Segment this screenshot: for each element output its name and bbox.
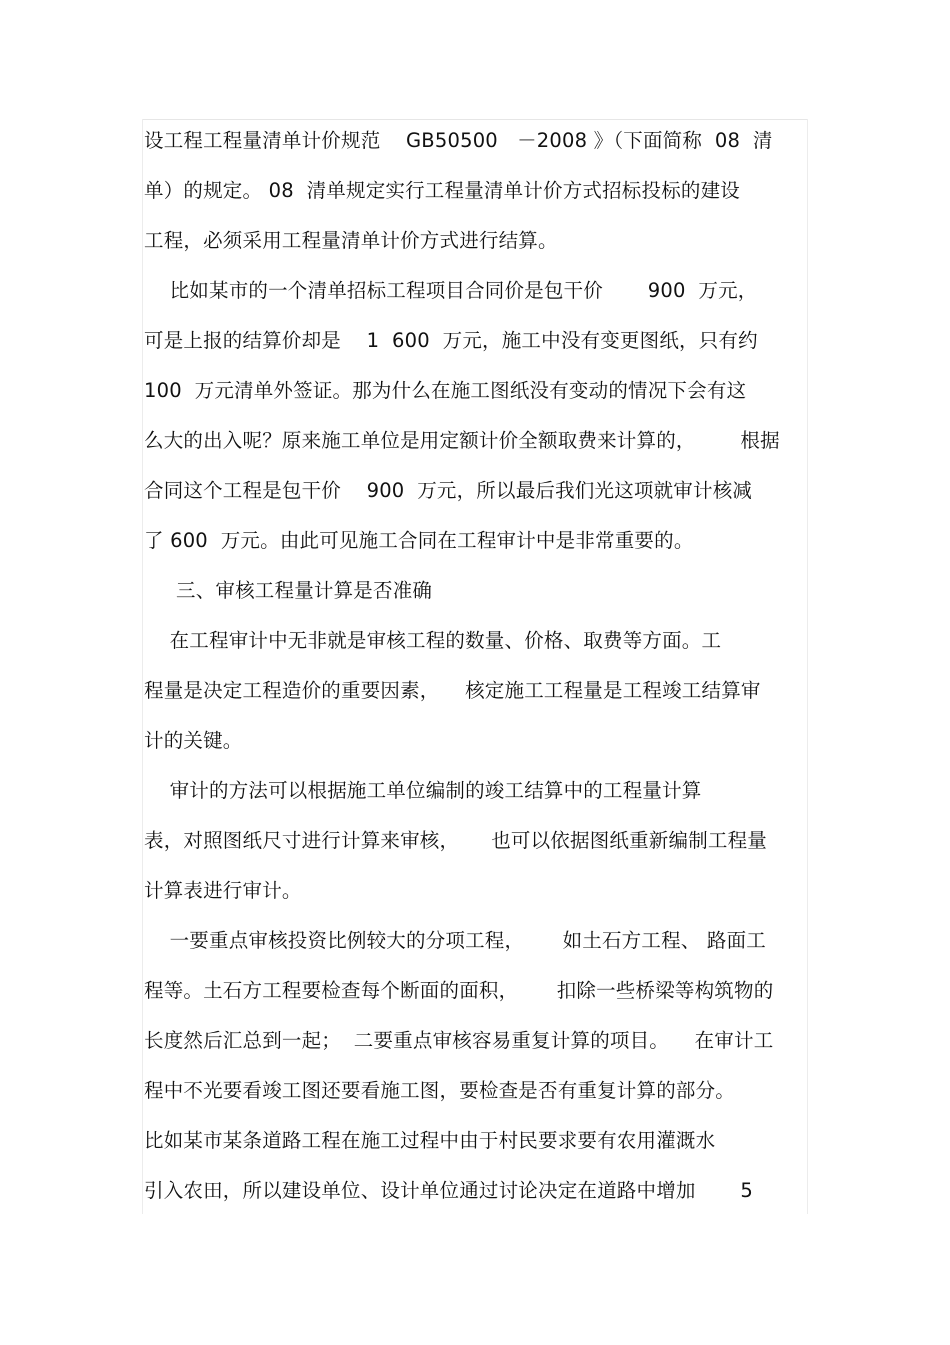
page-border-left [142,119,143,1214]
text-line: 表，对照图纸尺寸进行计算来审核， 也可以依据图纸重新编制工程量 [144,829,767,852]
text-line: 合同这个工程是包干价 900 万元，所以最后我们光这项就审计核减 [144,479,753,502]
text-line: 工程，必须采用工程量清单计价方式进行结算。 [144,229,558,252]
section-heading: 三、审核工程量计算是否准确 [144,579,433,602]
page-border-top [142,119,808,120]
text-line: 可是上报的结算价却是 1 600 万元，施工中没有变更图纸，只有约 [144,329,758,352]
text-line: 100 万元清单外签证。那为什么在施工图纸没有变动的情况下会有这 [144,379,747,402]
text-line: 计的关键。 [144,729,243,752]
text-line: 一要重点审核投资比例较大的分项工程， 如土石方工程、 路面工 [144,929,766,952]
text-line: 计算表进行审计。 [144,879,302,902]
text-line: 程等。土石方工程要检查每个断面的面积， 扣除一些桥梁等构筑物的 [144,979,774,1002]
text-line: 程量是决定工程造价的重要因素， 核定施工工程量是工程竣工结算审 [144,679,761,702]
text-line: 长度然后汇总到一起； 二要重点审核容易重复计算的项目。 在审计工 [144,1029,774,1052]
text-line: 比如某市某条道路工程在施工过程中由于村民要求要有农用灌溉水 [144,1129,716,1152]
text-line: 设工程工程量清单计价规范 GB50500 －2008 》（下面简称 08 清 [144,129,773,152]
text-line: 引入农田，所以建设单位、设计单位通过讨论决定在道路中增加 5 [144,1179,753,1202]
text-line: 在工程审计中无非就是审核工程的数量、价格、取费等方面。工 [144,629,722,652]
text-line: 程中不光要看竣工图还要看施工图，要检查是否有重复计算的部分。 [144,1079,736,1102]
text-line: 比如某市的一个清单招标工程项目合同价是包干价 900 万元， [144,279,758,302]
page-border-right [807,119,808,1214]
text-line: 审计的方法可以根据施工单位编制的竣工结算中的工程量计算 [144,779,702,802]
text-line: 么大的出入呢？原来施工单位是用定额计价全额取费来计算的， 根据 [144,429,780,452]
text-line: 单）的规定。 08 清单规定实行工程量清单计价方式招标投标的建设 [144,179,741,202]
text-line: 了 600 万元。由此可见施工合同在工程审计中是非常重要的。 [144,529,694,552]
